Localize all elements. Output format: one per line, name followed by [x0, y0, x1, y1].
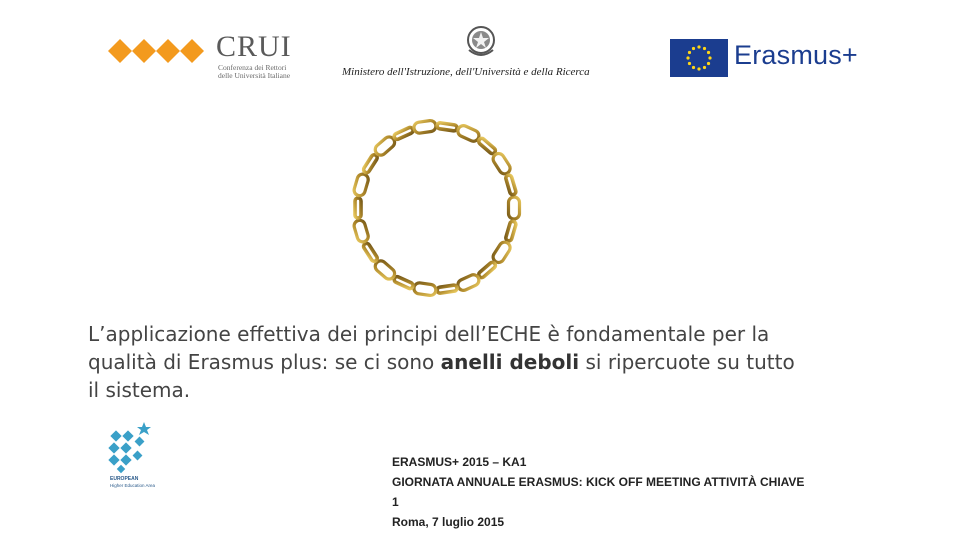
ehea-logo — [104, 418, 180, 494]
crui-subtitle-line2: delle Università Italiane — [218, 71, 291, 80]
chain-link — [393, 276, 414, 290]
chain-link — [362, 242, 378, 262]
main-statement — [88, 320, 808, 404]
erasmus-plus-wordmark: Erasmus+ — [734, 40, 858, 70]
event-info-line3: 1 — [392, 495, 399, 509]
event-info-line2: GIORNATA ANNUALE ERASMUS: KICK OFF MEETING ATTIVITÀ CHIAVE — [392, 475, 805, 489]
chain-link — [353, 219, 370, 243]
eu-star — [688, 51, 691, 54]
crui-subtitle — [218, 64, 318, 80]
chain-link — [491, 240, 512, 264]
event-info-line1: ERASMUS+ 2015 – KA1 — [392, 455, 527, 469]
eu-star — [692, 66, 695, 69]
chain-link — [413, 120, 436, 134]
eu-star — [703, 66, 706, 69]
eu-star — [692, 47, 695, 50]
italian-emblem-icon — [464, 24, 498, 60]
chain-link — [456, 124, 481, 143]
chain-link — [478, 137, 497, 155]
eu-star — [707, 51, 710, 54]
ehea-text-line2: Higher Education Area — [110, 483, 156, 488]
chain-link — [355, 198, 361, 218]
chain-link — [505, 221, 516, 242]
chain-link — [491, 151, 512, 175]
ministry-logo — [336, 24, 636, 84]
erasmus-plus-logo — [668, 36, 868, 80]
chain-link — [456, 273, 481, 292]
eu-star — [697, 67, 700, 70]
chain-link — [353, 173, 370, 197]
eu-star — [708, 56, 711, 59]
ehea-text-line1: EUROPEAN — [110, 476, 139, 482]
chain-link — [437, 122, 458, 131]
chain-link — [362, 154, 378, 174]
event-info-line4: Roma, 7 luglio 2015 — [392, 515, 505, 529]
main-statement-part1: L’applicazione effettiva dei principi dell’ECHE è fondamentale per la qualità di Erasmus plus: se ci sono — [88, 322, 770, 374]
eu-star — [707, 62, 710, 65]
main-statement-bold: anelli deboli — [440, 350, 580, 374]
ministry-name: Ministero dell'Istruzione, dell'Università e della Ricerca — [342, 66, 590, 78]
crui-subtitle-line1: Conferenza dei Rettori — [218, 63, 287, 72]
eu-star — [697, 45, 700, 48]
chain-link — [509, 197, 520, 219]
event-info — [392, 452, 932, 532]
chain-link — [413, 282, 436, 296]
eu-star — [688, 62, 691, 65]
chain-link — [437, 285, 458, 294]
crui-wordmark: CRUI — [216, 30, 292, 63]
eu-star — [703, 47, 706, 50]
crui-diamonds-icon — [108, 38, 208, 64]
eu-star — [686, 56, 689, 59]
main-statement-part2: si ripercuote su tutto il sistema. — [88, 350, 795, 402]
chain-ring-icon — [330, 108, 542, 308]
crui-logo — [108, 28, 308, 84]
chain-link — [478, 261, 497, 279]
chain-link — [393, 127, 414, 141]
eu-flag-icon — [670, 39, 728, 77]
ehea-stars-icon — [104, 418, 164, 476]
chain-link — [505, 174, 516, 195]
